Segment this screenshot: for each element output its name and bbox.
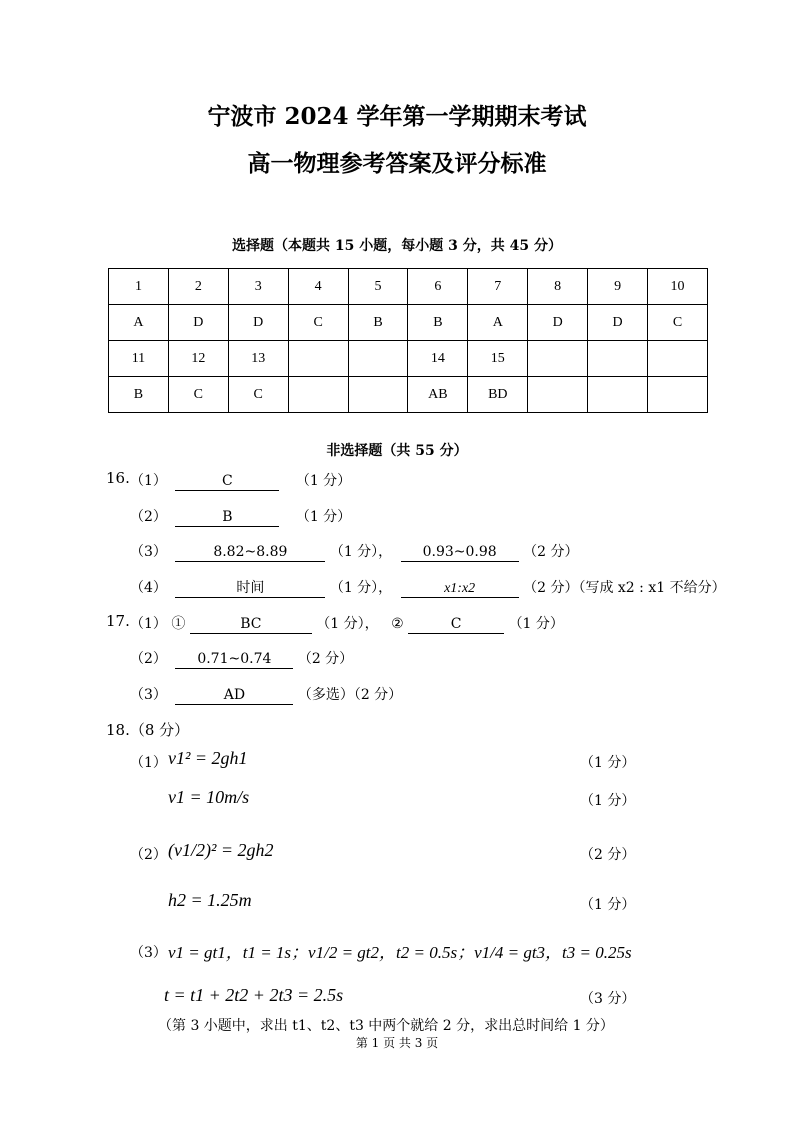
q16-p1-score: （1 分） — [295, 473, 352, 489]
q17-p1-answer-a: BC — [190, 616, 312, 634]
q16-p3-answer-b: 0.93~0.98 — [401, 544, 519, 562]
q18-p1-eq1: v1² = 2gh1 — [168, 748, 248, 768]
q16-number: 16. — [106, 469, 130, 487]
answer-cell: D — [228, 305, 288, 341]
q16-p4-score-b: （2 分）（写成 x2 : x1 不给分） — [523, 580, 726, 596]
question-number-cell: 1 — [109, 269, 169, 305]
q17-p1-label: （1） — [130, 616, 167, 632]
question-number-cell: 13 — [228, 341, 288, 377]
non-mcq-heading: 非选择题（共 55 分） — [326, 443, 468, 459]
q18-p2-score2: （1 分） — [580, 897, 636, 913]
question-number-cell: 11 — [109, 341, 169, 377]
q17-p1-score-b: （1 分） — [508, 616, 564, 632]
question-number-cell: 7 — [468, 269, 528, 305]
q16-part3 — [130, 541, 578, 562]
page-footer: 第 1 页 共 3 页 — [355, 1036, 439, 1050]
answer-cell: B — [109, 377, 169, 413]
question-number-cell: 8 — [528, 269, 588, 305]
title-line-1: 宁波市 2024 学年第一学期期末考试 — [207, 103, 587, 130]
question-number-cell: 12 — [168, 341, 228, 377]
q17-p2-answer: 0.71~0.74 — [175, 651, 293, 669]
question-number-cell: 14 — [408, 341, 468, 377]
answer-table — [108, 268, 708, 413]
q17-p1-circle-b: ② — [391, 616, 404, 632]
q16-p1-label: （1） — [130, 473, 167, 489]
q17-p3-answer: AD — [175, 687, 293, 705]
answer-cell: D — [168, 305, 228, 341]
q17-part2 — [130, 648, 353, 669]
answer-cell — [348, 377, 408, 413]
answer-row — [109, 377, 708, 413]
answer-cell: C — [168, 377, 228, 413]
q17-p3-label: （3） — [130, 687, 167, 703]
q16-part4 — [130, 577, 726, 598]
answer-cell — [528, 377, 588, 413]
question-number-cell — [648, 341, 708, 377]
answer-row — [109, 305, 708, 341]
question-number-cell: 4 — [288, 269, 348, 305]
q17-p3-score: （多选）（2 分） — [297, 687, 403, 703]
q18-number: 18.（8 分） — [106, 721, 190, 739]
q16-p3-score-a: （1 分）， — [329, 544, 393, 560]
answer-cell: C — [288, 305, 348, 341]
answer-cell: A — [109, 305, 169, 341]
answer-cell: D — [528, 305, 588, 341]
q18-p2-eq2: h2 = 1.25m — [168, 890, 252, 910]
q17-p1-answer-b: C — [408, 616, 504, 634]
q18-p1-score1: （1 分） — [580, 755, 636, 771]
question-number-cell — [288, 341, 348, 377]
q16-p4-answer-b: x1:x2 — [401, 580, 519, 598]
q16-p2-answer: B — [175, 509, 279, 527]
q18-p3-eq1: v1 = gt1，t1 = 1s；v1/2 = gt2，t2 = 0.5s；v1/4 = gt3，t3 = 0.25s — [168, 943, 632, 962]
answer-cell: BD — [468, 377, 528, 413]
answer-cell — [588, 377, 648, 413]
q16-p1-answer: C — [175, 473, 279, 491]
q17-part1 — [130, 613, 564, 634]
question-number-row — [109, 341, 708, 377]
q16-p3-answer-a: 8.82~8.89 — [175, 544, 325, 562]
question-number-cell: 9 — [588, 269, 648, 305]
answer-cell: D — [588, 305, 648, 341]
answer-cell: C — [648, 305, 708, 341]
q17-p2-score: （2 分） — [297, 651, 354, 667]
q16-p4-score-a: （1 分）， — [329, 580, 393, 596]
answer-cell: B — [408, 305, 468, 341]
answer-cell: AB — [408, 377, 468, 413]
q18-p2-label: （2） — [130, 847, 167, 863]
q16-p4-label: （4） — [130, 580, 167, 596]
question-number-cell: 5 — [348, 269, 408, 305]
answer-cell — [648, 377, 708, 413]
q16-p3-label: （3） — [130, 544, 167, 560]
q16-part2 — [130, 506, 351, 527]
question-number-cell: 15 — [468, 341, 528, 377]
mcq-heading: 选择题（本题共 15 小题，每小题 3 分，共 45 分） — [232, 238, 562, 254]
title-line-2: 高一物理参考答案及评分标准 — [247, 150, 547, 177]
q18-p1-score2: （1 分） — [580, 793, 636, 809]
q16-p4-answer-a: 时间 — [175, 580, 325, 598]
q18-p2-score1: （2 分） — [580, 847, 636, 863]
answer-cell: C — [228, 377, 288, 413]
q18-p1-label: （1） — [130, 755, 167, 771]
q18-p3-label: （3） — [130, 945, 167, 961]
question-number-cell: 6 — [408, 269, 468, 305]
q16-p2-score: （1 分） — [295, 509, 352, 525]
q16-p3-score-b: （2 分） — [523, 544, 579, 560]
q18-p1-eq2: v1 = 10m/s — [168, 787, 250, 807]
question-number-cell — [348, 341, 408, 377]
question-number-cell: 10 — [648, 269, 708, 305]
q17-p2-label: （2） — [130, 651, 167, 667]
q18-p3-score2: （3 分） — [580, 991, 636, 1007]
question-number-cell: 2 — [168, 269, 228, 305]
question-number-cell — [588, 341, 648, 377]
answer-cell: A — [468, 305, 528, 341]
q17-part3 — [130, 684, 402, 705]
q16-part1 — [130, 470, 351, 491]
q17-p1-circle-a: ① — [171, 616, 186, 632]
question-number-cell: 3 — [228, 269, 288, 305]
q18-note: （第 3 小题中，求出 t1、t2、t3 中两个就给 2 分，求出总时间给 1 分） — [158, 1018, 614, 1034]
answer-cell — [288, 377, 348, 413]
q17-p1-score-a: （1 分）， — [316, 616, 379, 632]
question-number-cell — [528, 341, 588, 377]
q18-p3-eq2: t = t1 + 2t2 + 2t3 = 2.5s — [164, 985, 344, 1005]
q16-p2-label: （2） — [130, 509, 167, 525]
q18-p2-eq1: (v1/2)² = 2gh2 — [168, 840, 274, 860]
answer-cell: B — [348, 305, 408, 341]
q17-number: 17. — [106, 612, 130, 630]
question-number-row — [109, 269, 708, 305]
